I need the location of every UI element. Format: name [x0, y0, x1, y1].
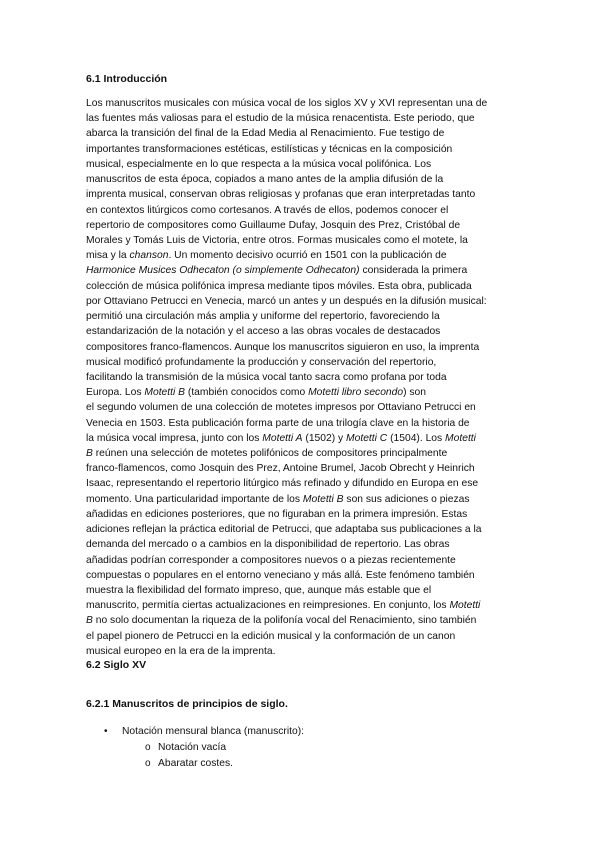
motetti-c-italic: Motetti C [346, 432, 388, 444]
text-run: misa y la [86, 250, 130, 262]
line-26: Isaac, representando el repertorio litúrgico más refinado y difundido en Europa en ese [86, 478, 479, 490]
line-1: Los manuscritos musicales con música vocal de los siglos XV y XVI representan una de [86, 98, 488, 109]
sub-bullet-marker: o [145, 742, 151, 753]
text-run: manuscrito, permitía ciertas actualizaciones en reimpresiones. En conjunto, los [86, 600, 450, 612]
line-19: facilitando la transmisión de la música vocal tanto sacra como profana por toda [86, 371, 447, 383]
text-run: son sus adiciones o piezas [343, 493, 470, 505]
line-14: por Ottaviano Petrucci en Venecia, marcó un antes y un después en la difusión musical: [86, 295, 487, 307]
motetti-b-italic: Motetti B [144, 387, 186, 399]
line-13: colección de música polifónica impresa mediante tipos móviles. Esta obra, publicada [86, 280, 472, 292]
line-16: estandarización de la notación y el acceso a las obras vocales de destacados [86, 326, 441, 338]
line-2: las fuentes más valiosas para el estudio de la música renacentista. Este periodo, que [86, 113, 475, 125]
section-6-1-title: 6.1 Introducción [86, 73, 168, 85]
sub-item-abaratar-costes: Abaratar costes. [158, 758, 233, 769]
odhecaton-title: Harmonice Musices Odhecaton (o simplemente Odhecaton) [86, 265, 360, 277]
motetti-italic: Motetti [445, 432, 476, 444]
line-17: compositores franco-flamencos. Aunque los manuscritos siguieron en uso, la imprenta [86, 341, 480, 353]
section-6-2-title: 6.2 Siglo XV [86, 659, 147, 671]
line-5: musical, especialmente en lo que respecta a la música vocal polifónica. Los [86, 158, 432, 170]
sub-item-notacion-vacia: Notación vacía [158, 742, 227, 753]
text-run: no solo documentan la riqueza de la polifonía vocal del Renacimiento, sino también [92, 615, 477, 627]
line-37: musical europeo en la era de la imprenta. [86, 645, 276, 657]
line-18: musical modificó profundamente la producción y conservación del repertorio, [86, 356, 437, 368]
section-6-2-1-title: 6.2.1 Manuscritos de principios de siglo. [86, 698, 288, 710]
bullet-marker: • [104, 726, 108, 737]
line-6: manuscritos de esta época, copiados a mano antes de la amplia difusión de la [86, 174, 444, 186]
text-run: considerada la primera [359, 265, 468, 277]
text-run: (1502) y [302, 432, 347, 444]
list-item-notacion: Notación mensural blanca (manuscrito): [122, 726, 304, 737]
line-11 [86, 248, 514, 263]
text-run: reúnen una selección de motetes polifónicos de compositores principalmente [95, 448, 448, 460]
text-run: (también conocidos como [185, 387, 309, 399]
line-27 [86, 492, 514, 507]
text-run: la música vocal impresa, junto con los [86, 432, 263, 444]
line-29: adiciones reflejan la práctica editorial de Petrucci, que adaptaba sus publicaciones a la [86, 524, 482, 536]
motetti-b-italic: Motetti B [302, 493, 344, 505]
line-24 [86, 446, 514, 461]
text-run: Europa. Los [86, 387, 145, 399]
line-3: abarca la transición del final de la Edad Media al Renacimiento. Fue testigo de [86, 128, 445, 140]
line-12 [86, 263, 514, 278]
sub-bullet-marker: o [145, 758, 151, 769]
line-8: en contextos litúrgicos como cortesanos. A través de ellos, podemos conocer el [86, 204, 449, 216]
line-21: el segundo volumen de una colección de motetes impresos por Ottaviano Petrucci en [86, 402, 476, 414]
text-run: . Un momento decisivo ocurrió en 1501 con la publicación de [168, 250, 447, 262]
line-31: añadidas podrían corresponder a compositores nuevos o a piezas recientemente [86, 554, 456, 566]
b-italic: B [86, 448, 93, 460]
line-10: Morales y Tomás Luis de Victoria, entre otros. Formas musicales como el motete, la [86, 234, 468, 246]
line-7: imprenta musical, conservan obras religiosas y profanas que eran interpretadas tanto [86, 189, 476, 201]
line-15: permitió una circulación más amplia y uniforme del repertorio, favoreciendo la [86, 311, 440, 323]
line-28: añadidas en ediciones posteriores, que no figuraban en la primera impresión. Estas [86, 508, 468, 520]
text-run: (1504). Los [387, 432, 446, 444]
line-33: muestra la flexibilidad del formato impreso, que, aunque más estable que el [86, 585, 432, 596]
motetti-a-italic: Motetti A [262, 432, 303, 444]
text-run: momento. Una particularidad importante de los [86, 493, 303, 505]
line-35 [86, 613, 514, 628]
line-25: franco-flamencos, como Josquin des Prez, Antoine Brumel, Jacob Obrecht y Heinrich [86, 463, 475, 475]
motetti-libro-secondo-italic: Motetti libro secondo [308, 387, 404, 399]
line-4: importantes transformaciones estéticas, estilísticas y técnicas en la composición [86, 143, 453, 155]
b-italic: B [86, 615, 93, 627]
chanson-italic: chanson [129, 250, 169, 262]
line-23 [86, 431, 514, 446]
line-22: Venecia en 1503. Esta publicación forma parte de una trilogía clave en la historia de [86, 417, 470, 429]
line-20 [86, 385, 514, 400]
motetti-italic: Motetti [449, 600, 481, 612]
line-34 [86, 598, 514, 613]
line-36: el papel pionero de Petrucci en la edición musical y la conformación de un canon [86, 630, 456, 642]
line-30: demanda del mercado o a cambios en la disponibilidad de repertorio. Las obras [86, 539, 450, 551]
line-32: compuestas o populares en el entorno veneciano y más allá. Este fenómeno también [86, 569, 475, 581]
line-9: repertorio de compositores como Guillaume Dufay, Josquin des Prez, Cristóbal de [86, 219, 461, 231]
text-run: ) son [403, 387, 427, 399]
intro-paragraph [86, 96, 514, 659]
